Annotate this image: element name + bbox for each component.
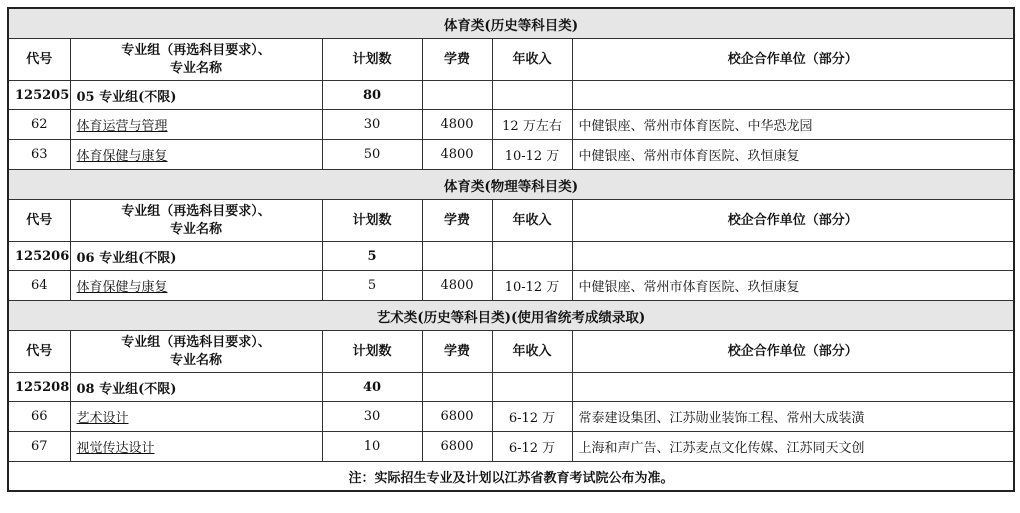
major-name	[70, 271, 322, 301]
group-row	[8, 373, 1014, 402]
major-name	[70, 402, 322, 432]
header-plan: 计划数	[322, 200, 422, 242]
group-name: 06 专业组(不限)	[70, 242, 322, 271]
header-code: 代号	[8, 39, 70, 81]
header-partner: 校企合作单位（部分）	[572, 39, 1014, 81]
group-partner	[572, 373, 1014, 402]
section-title-row	[8, 8, 1014, 39]
group-name: 08 专业组(不限)	[70, 373, 322, 402]
section-title: 体育类(历史等科目类)	[8, 8, 1014, 39]
section-title: 艺术类(历史等科目类)(使用省统考成绩录取)	[8, 301, 1014, 331]
header-group-line1: 专业组（再选科目要求）、	[121, 203, 271, 219]
enrollment-plan-table-container	[7, 7, 1013, 492]
group-fee	[422, 242, 492, 271]
enrollment-plan-table	[7, 7, 1015, 492]
header-group-line1: 专业组（再选科目要求）、	[121, 42, 271, 58]
major-income: 6-12 万	[492, 432, 572, 462]
header-group	[70, 331, 322, 373]
major-code: 66	[8, 402, 70, 432]
group-code: 125205	[8, 81, 70, 110]
header-group-line2: 专业名称	[169, 60, 222, 76]
major-plan: 50	[322, 140, 422, 170]
major-code: 62	[8, 110, 70, 140]
major-income: 12 万左右	[492, 110, 572, 140]
section-title-row	[8, 301, 1014, 331]
major-partner: 常泰建设集团、江苏勋业装饰工程、常州大成装潢	[572, 402, 1014, 432]
group-income	[492, 373, 572, 402]
group-plan: 80	[322, 81, 422, 110]
group-row	[8, 81, 1014, 110]
table-row	[8, 140, 1014, 170]
major-code: 63	[8, 140, 70, 170]
header-code: 代号	[8, 331, 70, 373]
major-name-link: 体育运营与管理	[76, 119, 168, 134]
major-partner: 上海和声广告、江苏麦点文化传媒、江苏同天文创	[572, 432, 1014, 462]
header-partner: 校企合作单位（部分）	[572, 331, 1014, 373]
header-group-line2: 专业名称	[169, 352, 222, 368]
header-income: 年收入	[492, 331, 572, 373]
major-fee: 6800	[422, 402, 492, 432]
column-header-row	[8, 200, 1014, 242]
group-fee	[422, 373, 492, 402]
major-plan: 30	[322, 110, 422, 140]
major-name	[70, 140, 322, 170]
major-name	[70, 432, 322, 462]
section-title-row	[8, 170, 1014, 200]
header-group-line1: 专业组（再选科目要求）、	[121, 334, 271, 350]
table-body	[8, 8, 1014, 491]
group-partner	[572, 242, 1014, 271]
major-fee: 4800	[422, 140, 492, 170]
major-name-link: 体育保健与康复	[76, 149, 168, 164]
major-plan: 5	[322, 271, 422, 301]
major-code: 64	[8, 271, 70, 301]
header-fee: 学费	[422, 331, 492, 373]
major-income: 6-12 万	[492, 402, 572, 432]
header-income: 年收入	[492, 39, 572, 81]
major-partner: 中健银座、常州市体育医院、玖恒康复	[572, 140, 1014, 170]
major-fee: 4800	[422, 271, 492, 301]
major-name	[70, 110, 322, 140]
header-group	[70, 200, 322, 242]
major-income: 10-12 万	[492, 140, 572, 170]
major-partner: 中健银座、常州市体育医院、玖恒康复	[572, 271, 1014, 301]
table-row	[8, 402, 1014, 432]
group-income	[492, 242, 572, 271]
major-fee: 6800	[422, 432, 492, 462]
group-plan: 40	[322, 373, 422, 402]
header-fee: 学费	[422, 39, 492, 81]
header-plan: 计划数	[322, 39, 422, 81]
major-income: 10-12 万	[492, 271, 572, 301]
group-plan: 5	[322, 242, 422, 271]
note-row	[8, 462, 1014, 492]
table-row	[8, 271, 1014, 301]
header-income: 年收入	[492, 200, 572, 242]
section-title: 体育类(物理等科目类)	[8, 170, 1014, 200]
table-row	[8, 432, 1014, 462]
header-group	[70, 39, 322, 81]
major-partner: 中健银座、常州市体育医院、中华恐龙园	[572, 110, 1014, 140]
group-partner	[572, 81, 1014, 110]
header-fee: 学费	[422, 200, 492, 242]
group-name: 05 专业组(不限)	[70, 81, 322, 110]
column-header-row	[8, 331, 1014, 373]
header-code: 代号	[8, 200, 70, 242]
header-partner: 校企合作单位（部分）	[572, 200, 1014, 242]
header-group-line2: 专业名称	[169, 221, 222, 237]
major-name-link: 体育保健与康复	[76, 280, 168, 295]
group-code: 125208	[8, 373, 70, 402]
header-plan: 计划数	[322, 331, 422, 373]
note-text: 注：实际招生专业及计划以江苏省教育考试院公布为准。	[8, 462, 1014, 492]
major-name-link: 视觉传达设计	[76, 441, 155, 456]
major-code: 67	[8, 432, 70, 462]
major-fee: 4800	[422, 110, 492, 140]
group-row	[8, 242, 1014, 271]
major-plan: 30	[322, 402, 422, 432]
column-header-row	[8, 39, 1014, 81]
table-row	[8, 110, 1014, 140]
group-income	[492, 81, 572, 110]
major-name-link: 艺术设计	[76, 411, 129, 426]
group-code: 125206	[8, 242, 70, 271]
group-fee	[422, 81, 492, 110]
major-plan: 10	[322, 432, 422, 462]
